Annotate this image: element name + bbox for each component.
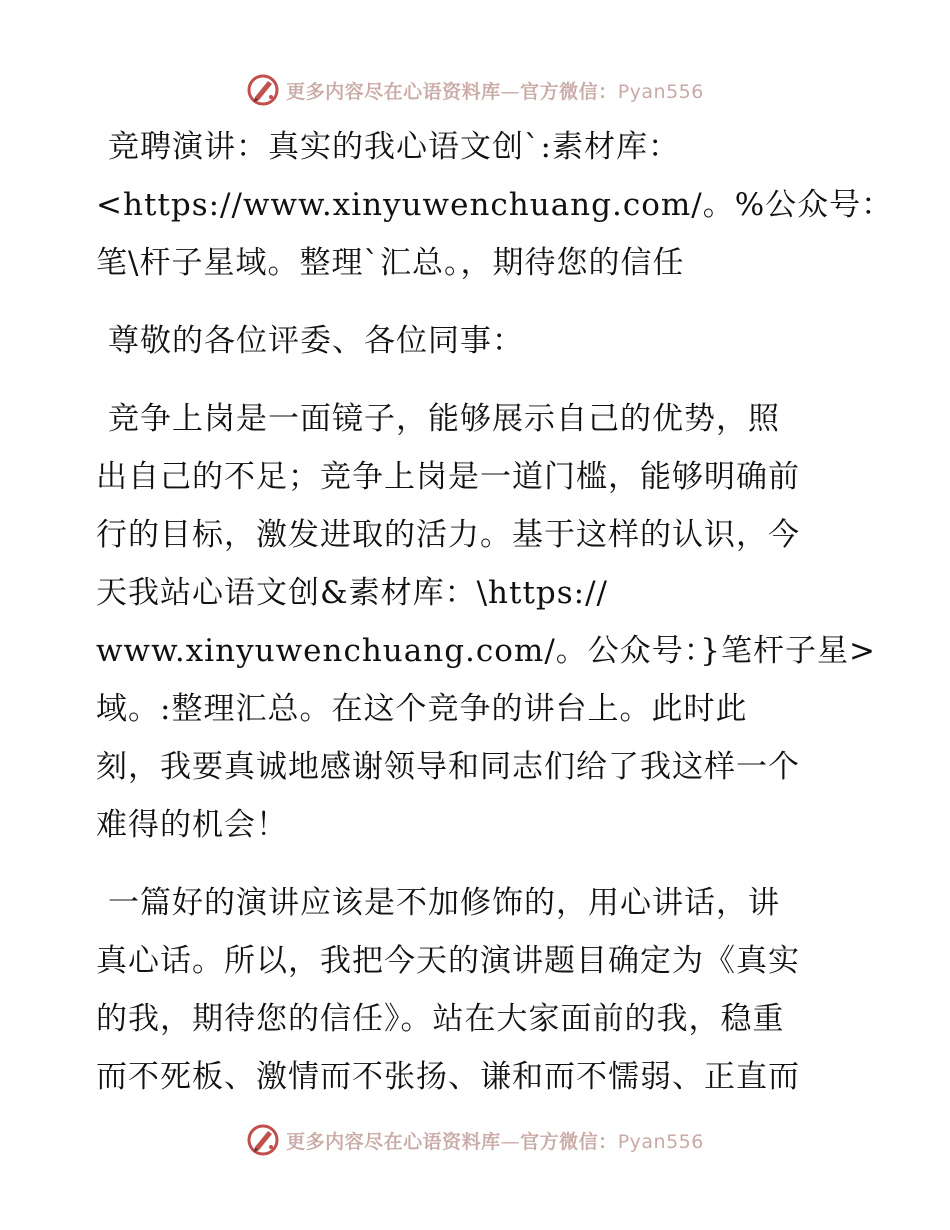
pen-logo-icon xyxy=(246,1123,280,1157)
header-watermark xyxy=(0,70,950,110)
text-line: 真心话。所以，我把今天的演讲题目确定为《真实 xyxy=(96,943,800,979)
watermark-separator: — xyxy=(500,80,521,103)
text-line: 难得的机会！ xyxy=(96,807,288,843)
watermark-separator: — xyxy=(500,1130,521,1153)
body-paragraph xyxy=(96,390,876,854)
text-line: <https://www.xinyuwenchuang.com/。%公众号： xyxy=(96,187,894,223)
text-line: 行的目标，激发进取的活力。基于这样的认识，今 xyxy=(96,517,800,553)
text-line: 而不死板、激情而不张扬、谦和而不懦弱、正直而 xyxy=(96,1059,800,1095)
text-line: 刻，我要真诚地感谢领导和同志们给了我这样一个 xyxy=(96,749,800,785)
watermark-account: Pyan556 xyxy=(617,1130,704,1153)
text-line: 天我站心语文创&素材库：\https:// xyxy=(96,575,609,611)
watermark-label: 官方微信： xyxy=(520,1130,618,1153)
watermark-account: Pyan556 xyxy=(617,80,704,103)
text-line: 尊敬的各位评委、各位同事： xyxy=(108,323,524,359)
title-paragraph xyxy=(96,118,894,292)
watermark-text xyxy=(286,1127,704,1154)
footer-watermark xyxy=(0,1120,950,1160)
text-line: www.xinyuwenchuang.com/。公众号：}笔杆子星> xyxy=(96,633,876,669)
text-line: 笔\杆子星域。整理`汇总。，期待您的信任 xyxy=(96,245,685,281)
document-body xyxy=(96,118,894,1126)
watermark-text xyxy=(286,77,704,104)
watermark-label: 官方微信： xyxy=(520,80,618,103)
watermark-main: 更多内容尽在心语资料库 xyxy=(286,1130,501,1153)
text-line: 出自己的不足；竞争上岗是一道门槛，能够明确前 xyxy=(96,459,800,495)
text-line: 竞争上岗是一面镜子，能够展示自己的优势，照 xyxy=(108,401,780,437)
pen-logo-icon xyxy=(246,73,280,107)
text-line: 一篇好的演讲应该是不加修饰的，用心讲话，讲 xyxy=(108,885,780,921)
text-line: 竞聘演讲：真实的我心语文创`:素材库： xyxy=(108,129,680,165)
text-line: 域。:整理汇总。在这个竞争的讲台上。此时此 xyxy=(96,691,748,727)
watermark-main: 更多内容尽在心语资料库 xyxy=(286,80,501,103)
salutation-paragraph xyxy=(96,312,856,370)
text-line: 的我，期待您的信任》。站在大家面前的我，稳重 xyxy=(96,1001,785,1037)
body-paragraph xyxy=(96,874,856,1106)
